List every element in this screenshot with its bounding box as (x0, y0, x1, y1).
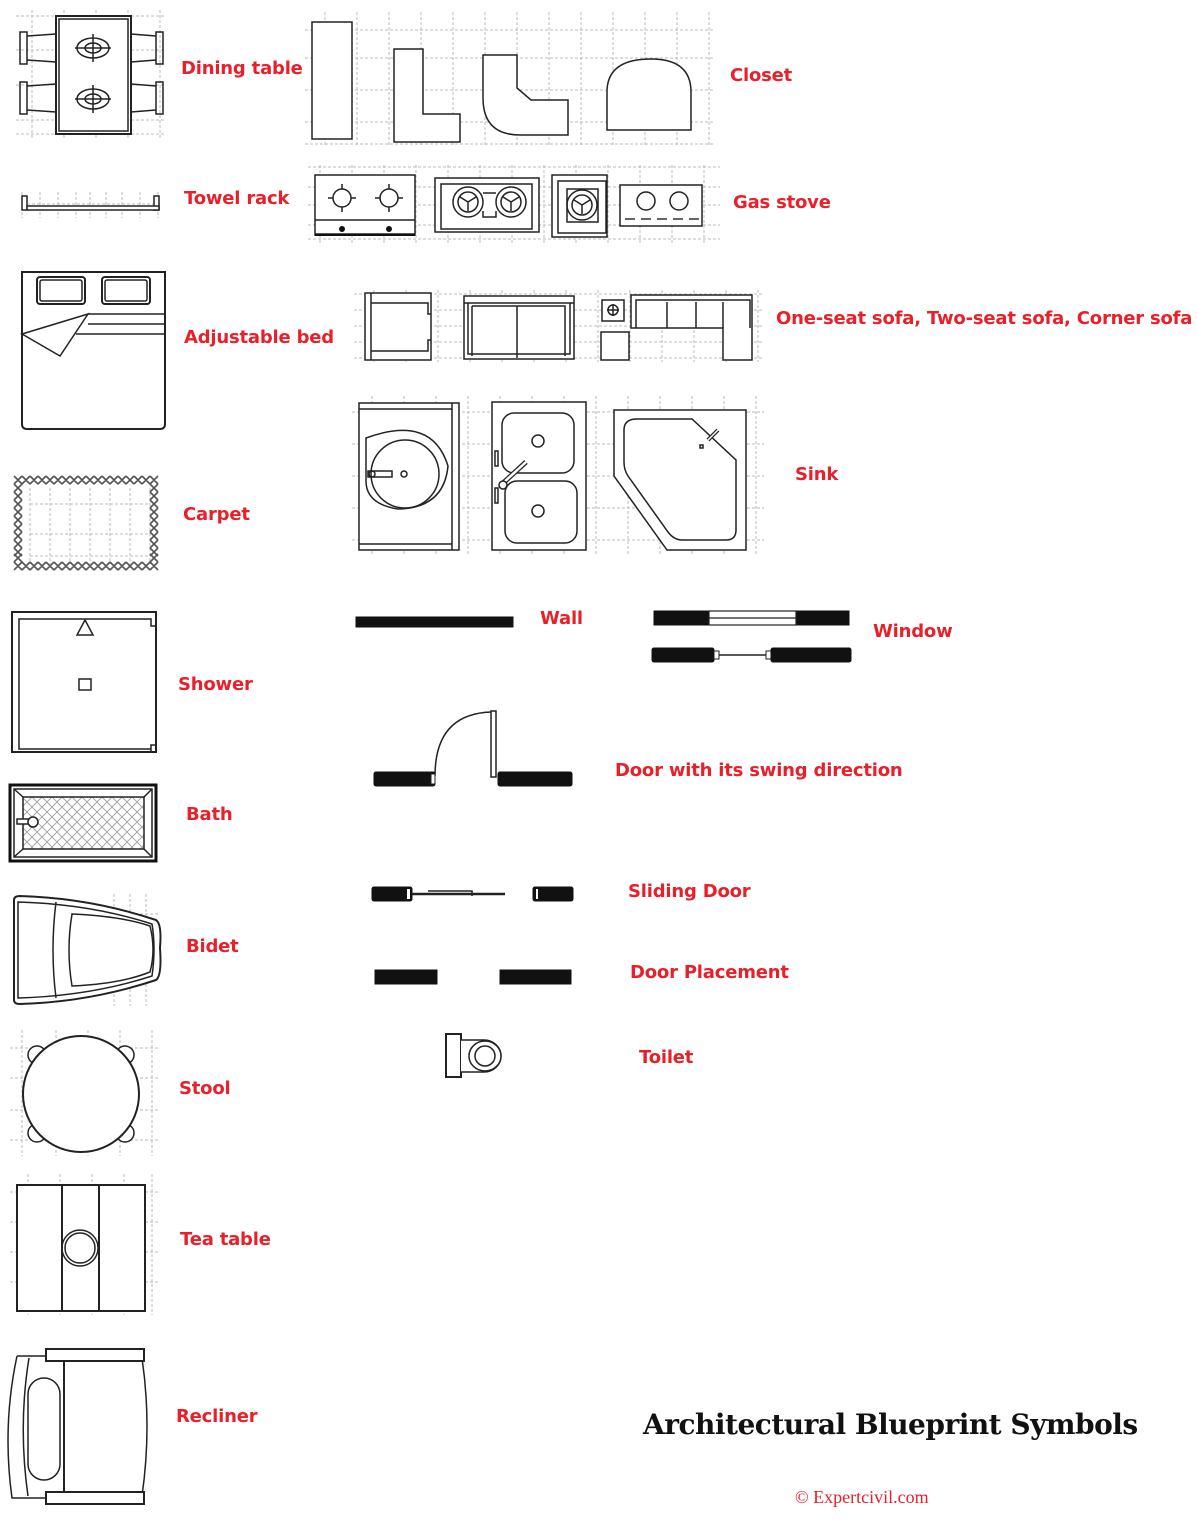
label-bath: Bath (186, 804, 233, 825)
label-gas-stove: Gas stove (733, 192, 831, 213)
bath-icon (7, 782, 159, 867)
toilet-symbol (444, 1032, 506, 1080)
label-recliner: Recliner (176, 1406, 258, 1427)
label-sliding-door: Sliding Door (628, 881, 751, 902)
wall-icon (356, 615, 516, 629)
label-dining-table: Dining table (181, 58, 303, 79)
recliner-icon (2, 1346, 157, 1511)
sink-icon (352, 396, 764, 556)
window-symbol (650, 608, 855, 668)
door-placement-symbol (374, 968, 574, 986)
bidet-icon (10, 892, 165, 1010)
sofa-icon (354, 290, 764, 365)
carpet-symbol (10, 472, 165, 577)
label-adjustable-bed: Adjustable bed (184, 327, 334, 348)
adjustable-bed-symbol (18, 268, 170, 433)
tea-table-icon (8, 1172, 163, 1317)
carpet-icon (10, 472, 165, 577)
door-swing-symbol (370, 708, 578, 790)
label-stool: Stool (179, 1078, 231, 1099)
copyright-text: © Expertcivil.com (795, 1487, 929, 1507)
label-carpet: Carpet (183, 504, 250, 525)
label-door-placement: Door Placement (630, 962, 789, 983)
toilet-icon (444, 1032, 506, 1080)
gas-stove-symbol (308, 165, 720, 245)
door-placement-icon (374, 968, 574, 986)
label-window: Window (873, 621, 953, 642)
shower-icon (8, 608, 160, 758)
label-sink: Sink (795, 464, 839, 485)
window-icon (650, 608, 855, 668)
adjustable-bed-icon (18, 268, 170, 433)
sink-symbol (352, 396, 764, 556)
label-closet: Closet (730, 65, 793, 86)
bath-symbol (7, 782, 159, 867)
closet-icon (305, 12, 713, 148)
stool-icon (8, 1028, 163, 1158)
sliding-door-symbol (370, 884, 576, 906)
page-title: Architectural Blueprint Symbols (643, 1408, 1138, 1441)
label-tea-table: Tea table (180, 1229, 271, 1250)
towel-rack-icon (18, 190, 166, 220)
dining-table-symbol (14, 10, 169, 140)
label-towel-rack: Towel rack (184, 188, 290, 209)
label-bidet: Bidet (186, 936, 239, 957)
label-door-swing: Door with its swing direction (615, 760, 903, 781)
gas-stove-icon (308, 165, 720, 245)
sofa-symbol (354, 290, 764, 365)
dining-table-icon (14, 10, 169, 140)
tea-table-symbol (8, 1172, 163, 1317)
recliner-symbol (2, 1346, 157, 1511)
label-wall: Wall (540, 608, 583, 629)
label-shower: Shower (178, 674, 253, 695)
stool-symbol (8, 1028, 163, 1158)
label-toilet: Toilet (639, 1047, 694, 1068)
closet-symbol (305, 12, 713, 148)
label-sofa: One-seat sofa, Two-seat sofa, Corner sofa (776, 308, 1193, 329)
towel-rack-symbol (18, 190, 166, 220)
wall-symbol (356, 615, 516, 629)
shower-symbol (8, 608, 160, 758)
bidet-symbol (10, 892, 165, 1010)
sliding-door-icon (370, 884, 576, 906)
door-swing-icon (370, 708, 578, 790)
